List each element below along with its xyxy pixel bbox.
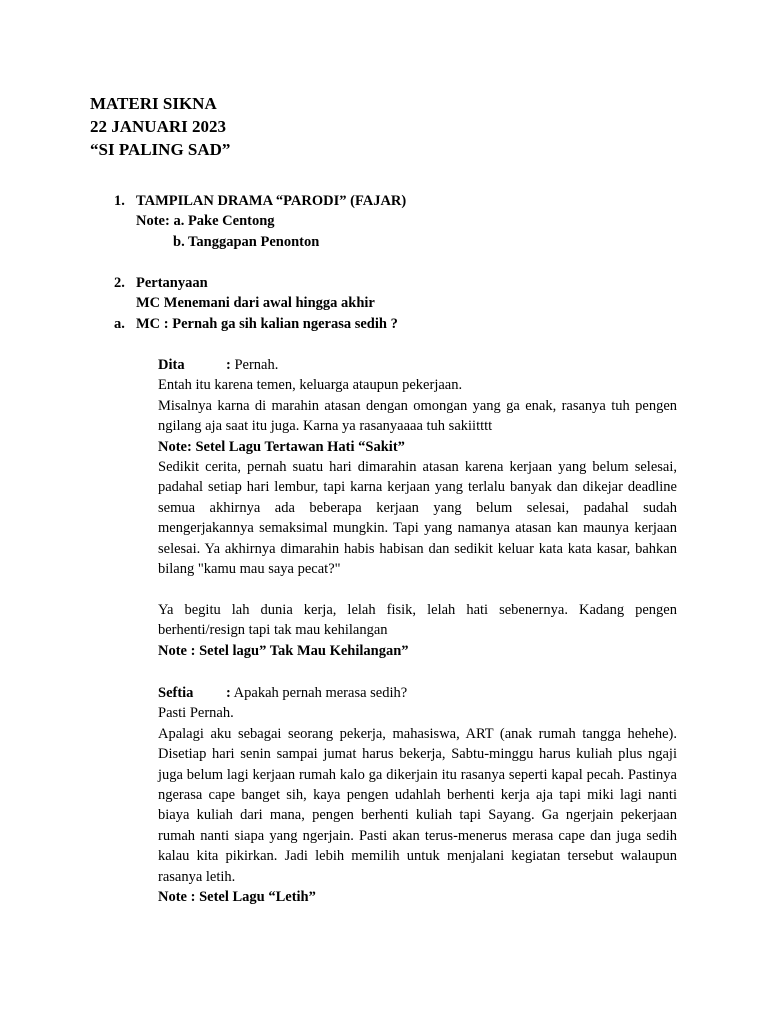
speaker-line [158, 355, 677, 375]
header-date: 22 JANUARI 2023 [90, 117, 226, 136]
header-theme: “SI PALING SAD” [90, 140, 231, 159]
sub-letter: a. [114, 315, 125, 332]
mc-question: MC : Pernah ga sih kalian ngerasa sedih ? [136, 315, 398, 332]
speaker-name: Seftia [158, 685, 194, 701]
list-number: 1. [114, 193, 125, 209]
list-item-1 [114, 191, 674, 252]
note-b: b. Tanggapan Penonton [173, 233, 320, 250]
seftia-line1: Pasti Pernah. [158, 705, 234, 722]
item-title: Pertanyaan [136, 275, 208, 291]
list-item-2 [114, 273, 674, 334]
dita-para2: Sedikit cerita, pernah suatu hari dimarahin atasan karena kerjaan yang belum selesai, padahal setiap hari lembur, tapi karna kerjaan yang terlalu banyak dan dikejar deadline semua akhirnya ada beberapa kerjaan yang belum selesai, padahal sudah mengerjakannya semaksimal mungkin. Tapi yang namanya atasan kan maunya kerjaan selesai. Ya akhirnya dimarahin habis habisan dan sedikit keluar kata kata kasar, bahkan bilang "kamu mau saya pecat?" [158, 459, 677, 578]
speaker-name: Dita [158, 357, 185, 373]
list-number: 2. [114, 275, 125, 291]
dita-note2: Note : Setel lagu” Tak Mau Kehilangan” [158, 642, 409, 659]
speaker-colon: : [226, 685, 231, 701]
speaker-answer: Apakah pernah merasa sedih? [230, 685, 408, 701]
note-a: Note: a. Pake Centong [136, 213, 275, 230]
seftia-note1: Note : Setel Lagu “Letih” [158, 889, 316, 906]
document-header [90, 92, 230, 161]
speaker-answer: Pernah. [230, 357, 279, 373]
dita-line1: Entah itu karena temen, keluarga ataupun pekerjaan. [158, 377, 463, 394]
mc-line: MC Menemani dari awal hingga akhir [136, 295, 375, 312]
speaker-line [158, 683, 677, 703]
dita-para1: Misalnya karna di marahin atasan dengan omongan yang ga enak, rasanya tuh pengen ngilang aja saat itu juga. Karna ya rasanyaaaa tuh sakiitttt [158, 397, 677, 435]
speaker-colon: : [226, 357, 231, 373]
dita-section [158, 355, 677, 661]
seftia-para1: Apalagi aku sebagai seorang pekerja, mahasiswa, ART (anak rumah tangga hehehe). Disetiap hari senin sampai jumat harus bekerja, Sabtu-minggu harus kuliah plus ngaji juga belum lagi kerjaan rumah kalo ga dikerjain itu rasanya seperti kapal pecah. Pastinya ngerasa cape banget sih, kaya pengen udahlah berhenti kerja aja tapi miki lagi nanti biaya kuliah dari mana, pengen berhenti kuliah tapi Sayang. Ga ngerjain pekerjaan rumah nanti siapa yang ngerjain. Pasti akan terus-menerus merasa cape dan juga sedih kalau kita pikirkan. Jadi lebih memilih untuk menjalani kegiatan tersebut walaupun rasanya letih. [158, 725, 677, 885]
item-title: TAMPILAN DRAMA “PARODI” (FAJAR) [136, 193, 407, 209]
dita-note1: Note: Setel Lagu Tertawan Hati “Sakit” [158, 438, 405, 455]
sub-item-a [114, 314, 674, 334]
header-title: MATERI SIKNA [90, 94, 217, 113]
seftia-section [158, 683, 677, 907]
dita-para3: Ya begitu lah dunia kerja, lelah fisik, lelah hati sebenernya. Kadang pengen berhenti/resign tapi tak mau kehilangan [158, 601, 677, 639]
